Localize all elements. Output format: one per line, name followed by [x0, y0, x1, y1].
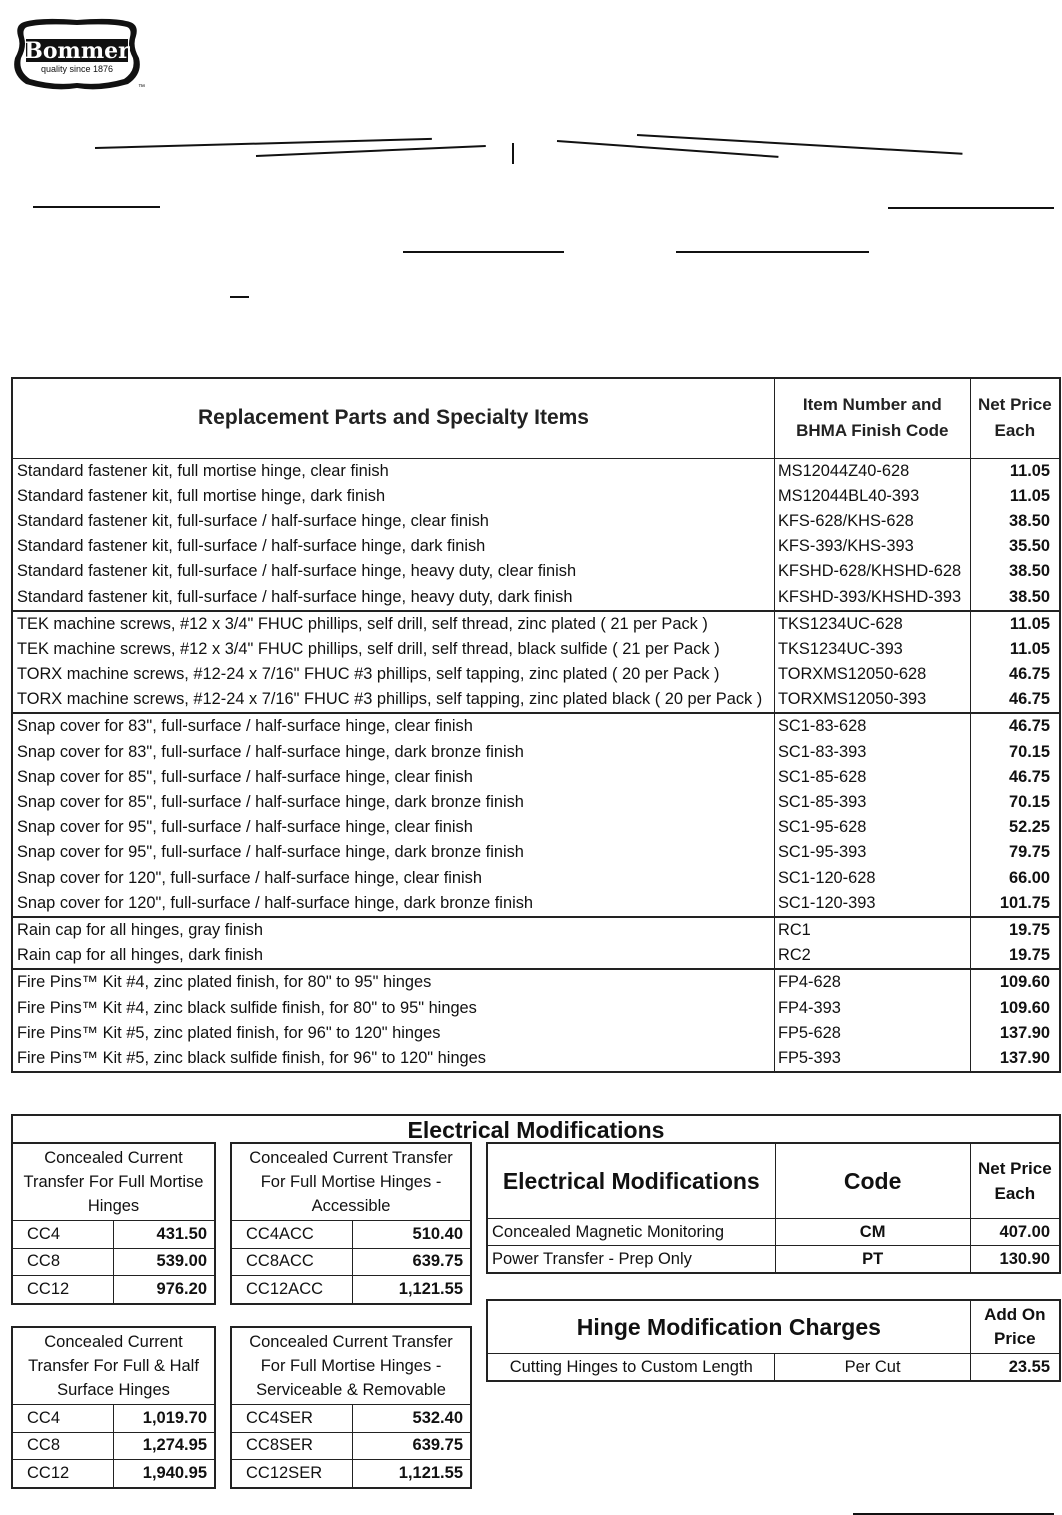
em-code: CM — [775, 1219, 970, 1246]
cc-code: CC12ACC — [231, 1276, 352, 1304]
parts-row — [12, 534, 1060, 559]
cc-serviceable-title — [231, 1327, 471, 1405]
part-item-number: TKS1234UC-628 — [774, 611, 970, 637]
em-code: PT — [775, 1246, 970, 1274]
part-price: 11.05 — [1009, 461, 1050, 480]
part-price: 66.00 — [1008, 868, 1050, 887]
cc-serviceable-table — [230, 1326, 472, 1489]
cc-full-half-table — [11, 1326, 216, 1489]
cc-price: 1,121.55 — [352, 1460, 471, 1488]
cc-code: CC4ACC — [231, 1221, 352, 1249]
parts-row — [12, 687, 1060, 713]
part-price: 46.75 — [1008, 665, 1050, 684]
part-price: 46.75 — [1008, 767, 1050, 786]
part-description: Snap cover for 85", full-surface / half-surface hinge, dark bronze finish — [17, 793, 524, 812]
part-price: 46.75 — [1008, 690, 1050, 709]
parts-row — [12, 917, 1060, 943]
part-item-number: SC1-120-393 — [774, 891, 970, 917]
part-price: 11.05 — [970, 611, 1060, 637]
part-item-number: TKS1234UC-393 — [774, 637, 970, 662]
part-description: Fire Pins™ Kit #5, zinc black sulfide finish, for 96" to 120" hinges — [17, 1048, 486, 1067]
part-description: Snap cover for 120", full-surface / half-surface hinge, clear finish — [17, 868, 482, 887]
em-header: Electrical Modifications — [487, 1143, 775, 1219]
cc-price: 431.50 — [114, 1221, 215, 1249]
parts-row — [12, 1021, 1060, 1046]
part-price: 109.60 — [970, 969, 1060, 995]
cc-fm-t1: Concealed Current — [44, 1149, 183, 1167]
part-price: 79.75 — [1008, 843, 1050, 862]
cc-acc-t1: Concealed Current Transfer — [249, 1149, 453, 1167]
cc-price: 1,940.95 — [114, 1460, 215, 1488]
parts-row — [12, 790, 1060, 815]
part-item-number: TORXMS12050-393 — [774, 687, 970, 713]
part-item-number: KFSHD-393/KHSHD-393 — [774, 584, 970, 610]
parts-row — [12, 484, 1060, 509]
part-item-number: FP4-628 — [774, 969, 970, 995]
part-item-number: RC1 — [774, 917, 970, 943]
cc-code: CC4 — [12, 1221, 114, 1249]
part-price: 46.75 — [970, 713, 1060, 739]
cc-fm-t2: Transfer For Full Mortise — [23, 1173, 204, 1191]
part-item-number: SC1-95-393 — [774, 840, 970, 865]
cc-code: CC12SER — [231, 1460, 352, 1488]
cc-code: CC4 — [12, 1405, 114, 1433]
cc-fh-t1: Concealed Current — [44, 1333, 183, 1351]
parts-header-item-l1: Item Number and — [802, 395, 942, 415]
part-price: 38.50 — [1008, 562, 1050, 581]
hm-name: Cutting Hinges to Custom Length — [487, 1354, 775, 1382]
parts-body — [12, 458, 1060, 1072]
cc-fm-t3: Hinges — [87, 1197, 140, 1215]
part-description: Snap cover for 95", full-surface / half-surface hinge, clear finish — [17, 818, 473, 837]
part-item-number: SC1-83-393 — [774, 740, 970, 765]
parts-row — [12, 969, 1060, 995]
parts-header-item-l2: BHMA Finish Code — [796, 421, 949, 441]
part-item-number: MS12044BL40-393 — [774, 484, 970, 509]
cc-fh-t2: Transfer For Full & Half — [28, 1357, 199, 1375]
header-rule — [95, 138, 432, 149]
part-item-number: KFS-393/KHS-393 — [774, 534, 970, 559]
parts-header-description: Replacement Parts and Specialty Items — [12, 378, 774, 458]
cc-accessible-table — [230, 1142, 472, 1305]
part-price: 52.25 — [1008, 818, 1050, 837]
cc-ser-t1: Concealed Current Transfer — [249, 1333, 453, 1351]
part-description: Standard fastener kit, full-surface / half-surface hinge, dark finish — [17, 537, 486, 556]
cc-acc-t3: Accessible — [311, 1197, 391, 1215]
part-price: 19.75 — [1008, 946, 1050, 965]
part-description: TORX machine screws, #12-24 x 7/16" FHUC #3 phillips, self tapping, zinc plated black ( 20 per Pack ) — [17, 690, 763, 709]
part-price: 70.15 — [1008, 742, 1050, 761]
cc-full-half-title — [12, 1327, 215, 1405]
part-price: 38.50 — [1008, 511, 1050, 530]
cc-full-mortise-title — [12, 1143, 215, 1221]
cc-accessible-title — [231, 1143, 471, 1221]
parts-row — [12, 943, 1060, 969]
parts-header-price — [970, 378, 1060, 458]
cc-price: 532.40 — [352, 1405, 471, 1433]
parts-row — [12, 815, 1060, 840]
cc-ser-t3: Serviceable & Removable — [256, 1381, 446, 1399]
header-rule — [256, 145, 486, 157]
cc-price: 639.75 — [352, 1248, 471, 1276]
part-price: 137.90 — [999, 1048, 1050, 1067]
part-item-number: TORXMS12050-628 — [774, 662, 970, 687]
parts-row — [12, 458, 1060, 484]
part-item-number: FP5-393 — [774, 1046, 970, 1072]
cc-code: CC12 — [12, 1276, 114, 1304]
part-price: 11.05 — [1009, 639, 1050, 658]
part-description: TEK machine screws, #12 x 3/4" FHUC phillips, self drill, self thread, black sulfide ( 21 per Pack ) — [17, 639, 720, 658]
part-price: 137.90 — [999, 1023, 1050, 1042]
part-item-number: KFSHD-628/KHSHD-628 — [774, 559, 970, 584]
electrical-modifications-table — [486, 1142, 1061, 1274]
em-price: 407.00 — [970, 1219, 1060, 1246]
header-rule — [512, 143, 514, 164]
hm-price-header — [970, 1300, 1060, 1354]
parts-header-price-l1: Net Price — [977, 395, 1052, 415]
cc-price: 1,019.70 — [114, 1405, 215, 1433]
part-description: TEK machine screws, #12 x 3/4" FHUC phillips, self drill, self thread, zinc plated ( 21 per Pack ) — [12, 611, 774, 637]
parts-header-item-number — [774, 378, 970, 458]
part-price: 38.50 — [1008, 587, 1050, 606]
cc-code: CC12 — [12, 1460, 114, 1488]
blank-line — [403, 251, 564, 253]
part-description: Snap cover for 83", full-surface / half-surface hinge, dark bronze finish — [17, 742, 524, 761]
parts-row — [12, 509, 1060, 534]
parts-row — [12, 866, 1060, 891]
em-code-header: Code — [775, 1143, 970, 1219]
em-price: 130.90 — [970, 1246, 1060, 1274]
cc-code: CC8ACC — [231, 1248, 352, 1276]
cc-price: 510.40 — [352, 1221, 471, 1249]
parts-row — [12, 765, 1060, 790]
trademark-mark: ™ — [138, 84, 145, 91]
cc-price: 1,121.55 — [352, 1276, 471, 1304]
part-item-number: MS12044Z40-628 — [774, 458, 970, 484]
parts-row — [12, 995, 1060, 1020]
part-description: Fire Pins™ Kit #4, zinc black sulfide finish, for 80" to 95" hinges — [17, 998, 477, 1017]
em-price-header — [970, 1143, 1060, 1219]
replacement-parts-table — [11, 377, 1061, 1073]
part-description: Standard fastener kit, full mortise hinge, dark finish — [17, 486, 386, 505]
blank-line — [888, 207, 1054, 209]
hm-price-l2: Price — [994, 1329, 1036, 1348]
part-item-number: RC2 — [774, 943, 970, 969]
cc-code: CC4SER — [231, 1405, 352, 1433]
parts-row — [12, 891, 1060, 917]
em-name: Power Transfer - Prep Only — [487, 1246, 775, 1274]
parts-row — [12, 584, 1060, 610]
part-item-number: KFS-628/KHS-628 — [774, 509, 970, 534]
parts-row — [12, 559, 1060, 584]
part-price: 35.50 — [1008, 537, 1050, 556]
em-price-l1: Net Price — [977, 1159, 1052, 1178]
part-description: Fire Pins™ Kit #4, zinc plated finish, for 80" to 95" hinges — [12, 969, 774, 995]
part-description: Fire Pins™ Kit #5, zinc plated finish, for 96" to 120" hinges — [17, 1023, 441, 1042]
part-item-number: SC1-83-628 — [774, 713, 970, 739]
blank-line — [676, 251, 869, 253]
part-description: Snap cover for 85", full-surface / half-surface hinge, clear finish — [17, 767, 473, 786]
parts-header-price-l2: Each — [994, 421, 1036, 441]
part-description: Snap cover for 83", full-surface / half-surface hinge, clear finish — [12, 713, 774, 739]
part-description: Snap cover for 95", full-surface / half-surface hinge, dark bronze finish — [17, 843, 524, 862]
part-description: Standard fastener kit, full-surface / half-surface hinge, clear finish — [17, 511, 489, 530]
part-item-number: FP4-393 — [774, 995, 970, 1020]
em-price-l2: Each — [994, 1184, 1036, 1203]
part-description: Standard fastener kit, full-surface / half-surface hinge, heavy duty, dark finish — [17, 587, 573, 606]
part-price: 101.75 — [999, 893, 1050, 912]
hm-header: Hinge Modification Charges — [487, 1300, 970, 1354]
part-price: 70.15 — [1008, 793, 1050, 812]
cc-code: CC8SER — [231, 1432, 352, 1460]
part-description: TORX machine screws, #12-24 x 7/16" FHUC #3 phillips, self tapping, zinc plated ( 20 per Pack ) — [17, 665, 720, 684]
hinge-modification-table — [486, 1299, 1061, 1382]
parts-row — [12, 740, 1060, 765]
header-rule — [557, 140, 779, 158]
part-item-number: SC1-85-628 — [774, 765, 970, 790]
blank-line — [33, 206, 160, 208]
parts-row — [12, 662, 1060, 687]
cc-full-mortise-table — [11, 1142, 216, 1305]
cc-acc-t2: For Full Mortise Hinges - — [260, 1173, 442, 1191]
cc-price: 639.75 — [352, 1432, 471, 1460]
parts-row — [12, 840, 1060, 865]
hm-unit: Per Cut — [775, 1354, 970, 1382]
brand-tagline: quality since 1876 — [40, 64, 114, 74]
bommer-logo — [10, 16, 144, 94]
cc-price: 976.20 — [114, 1276, 215, 1304]
cc-fh-t3: Surface Hinges — [57, 1381, 170, 1399]
blank-line — [230, 296, 249, 298]
part-description: Rain cap for all hinges, dark finish — [17, 946, 263, 965]
part-item-number: FP5-628 — [774, 1021, 970, 1046]
hm-price: 23.55 — [970, 1354, 1060, 1382]
part-price: 19.75 — [970, 917, 1060, 943]
electrical-banner: Electrical Modifications — [11, 1114, 1061, 1142]
parts-row — [12, 713, 1060, 739]
part-description: Snap cover for 120", full-surface / half-surface hinge, dark bronze finish — [17, 893, 534, 912]
parts-row — [12, 637, 1060, 662]
part-item-number: SC1-85-393 — [774, 790, 970, 815]
em-name: Concealed Magnetic Monitoring — [487, 1219, 775, 1246]
part-item-number: SC1-95-628 — [774, 815, 970, 840]
part-description: Standard fastener kit, full mortise hinge, clear finish — [17, 461, 389, 480]
hm-price-l1: Add On — [984, 1305, 1046, 1324]
part-description: Standard fastener kit, full-surface / half-surface hinge, heavy duty, clear finish — [17, 562, 577, 581]
part-price: 109.60 — [999, 998, 1050, 1017]
cc-code: CC8 — [12, 1248, 114, 1276]
header-rule — [637, 134, 963, 155]
cc-code: CC8 — [12, 1432, 114, 1460]
parts-row — [12, 1046, 1060, 1072]
part-item-number: SC1-120-628 — [774, 866, 970, 891]
brand-name: Bommer — [24, 38, 130, 64]
cc-price: 539.00 — [114, 1248, 215, 1276]
part-price: 11.05 — [1009, 486, 1050, 505]
cc-price: 1,274.95 — [114, 1432, 215, 1460]
part-description: Rain cap for all hinges, gray finish — [12, 917, 774, 943]
parts-row — [12, 611, 1060, 637]
cc-ser-t2: For Full Mortise Hinges - — [260, 1357, 442, 1375]
